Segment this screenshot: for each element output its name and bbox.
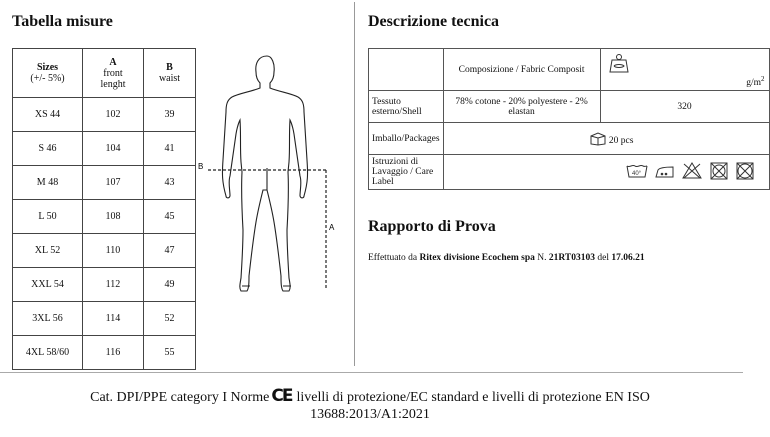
- table-row: [13, 166, 196, 200]
- svg-text:40°: 40°: [631, 170, 641, 177]
- footer-text: Cat. DPI/PPE category I Norme CE livelli di protezione/EC standard e livelli di protezione EN ISO 13688:2013/A1:2021: [90, 386, 650, 422]
- front-length-cell: 107: [83, 166, 144, 200]
- body-outline: [222, 56, 307, 291]
- front-length-cell: 104: [83, 132, 144, 166]
- horizontal-divider: [0, 372, 743, 373]
- size-cell: XL 52: [13, 234, 83, 268]
- waist-cell: 39: [144, 98, 196, 132]
- composition-header-row: [369, 49, 770, 91]
- report-lab: Ritex divisione Ecochem spa: [419, 253, 535, 263]
- waist-marker-label: B: [198, 162, 204, 171]
- size-cell: L 50: [13, 200, 83, 234]
- shell-label: Tessuto esterno/Shell: [369, 91, 444, 123]
- front-length-cell: 110: [83, 234, 144, 268]
- no-dry-clean-icon: [737, 163, 753, 179]
- table-row: [13, 302, 196, 336]
- size-cell: M 48: [13, 166, 83, 200]
- table-row: [13, 200, 196, 234]
- box-icon: [589, 132, 607, 146]
- report-details: Effettuato da Ritex divisione Ecochem spa N. 21RT03103 del 17.06.21: [368, 253, 645, 263]
- waist-cell: 52: [144, 302, 196, 336]
- sizes-header: Sizes (+/- 5%): [13, 49, 83, 98]
- care-symbols-icon: [626, 162, 766, 180]
- size-chart-title: Tabella misure: [12, 13, 113, 30]
- care-row: [369, 155, 770, 190]
- front-length-header: A front lenght: [83, 49, 144, 98]
- front-length-cell: 114: [83, 302, 144, 336]
- technical-table: [368, 48, 770, 190]
- front-length-cell: 116: [83, 336, 144, 370]
- packaging-cell: 20 pcs: [443, 123, 769, 155]
- waist-cell: 49: [144, 268, 196, 302]
- size-table: [12, 48, 196, 370]
- vertical-divider: [354, 2, 355, 366]
- report-date: 17.06.21: [611, 253, 645, 263]
- table-row: [13, 336, 196, 370]
- front-length-cell: 112: [83, 268, 144, 302]
- iron-icon: [656, 167, 673, 177]
- table-row: [13, 268, 196, 302]
- size-cell: 3XL 56: [13, 302, 83, 336]
- table-row: [13, 98, 196, 132]
- packaging-label: Imballo/Packages: [369, 123, 444, 155]
- body-measurement-figure: [196, 50, 346, 310]
- technical-title: Descrizione tecnica: [368, 13, 500, 30]
- composition-header: Composizione / Fabric Composit: [443, 49, 600, 91]
- size-table-header: [13, 49, 196, 98]
- front-length-cell: 108: [83, 200, 144, 234]
- shell-row: [369, 91, 770, 123]
- wash-40-icon: [627, 165, 647, 177]
- waist-cell: 55: [144, 336, 196, 370]
- no-tumble-dry-icon: [711, 163, 727, 179]
- size-cell: S 46: [13, 132, 83, 166]
- no-bleach-icon: [683, 163, 701, 178]
- shell-composition: 78% cotone - 20% polyestere - 2% elastan: [443, 91, 600, 123]
- weight-header: $g/m^2$: [600, 49, 769, 91]
- waist-cell: 41: [144, 132, 196, 166]
- table-row: [13, 234, 196, 268]
- table-row: [13, 132, 196, 166]
- fabric-weight-icon: [608, 52, 630, 74]
- waist-header: B waist: [144, 49, 196, 98]
- report-number: 21RT03103: [548, 253, 595, 263]
- front-length-marker-label: A: [329, 223, 335, 232]
- packaging-row: [369, 123, 770, 155]
- waist-cell: 45: [144, 200, 196, 234]
- care-label: Istruzioni di Lavaggio / Care Label: [369, 155, 444, 190]
- ce-mark-icon: CE: [271, 386, 292, 406]
- care-symbols: [443, 155, 769, 190]
- front-length-cell: 102: [83, 98, 144, 132]
- report-title: Rapporto di Prova: [368, 218, 496, 235]
- size-cell: 4XL 58/60: [13, 336, 83, 370]
- shell-weight: 320: [600, 91, 769, 123]
- size-cell: XS 44: [13, 98, 83, 132]
- waist-cell: 43: [144, 166, 196, 200]
- waist-cell: 47: [144, 234, 196, 268]
- size-cell: XXL 54: [13, 268, 83, 302]
